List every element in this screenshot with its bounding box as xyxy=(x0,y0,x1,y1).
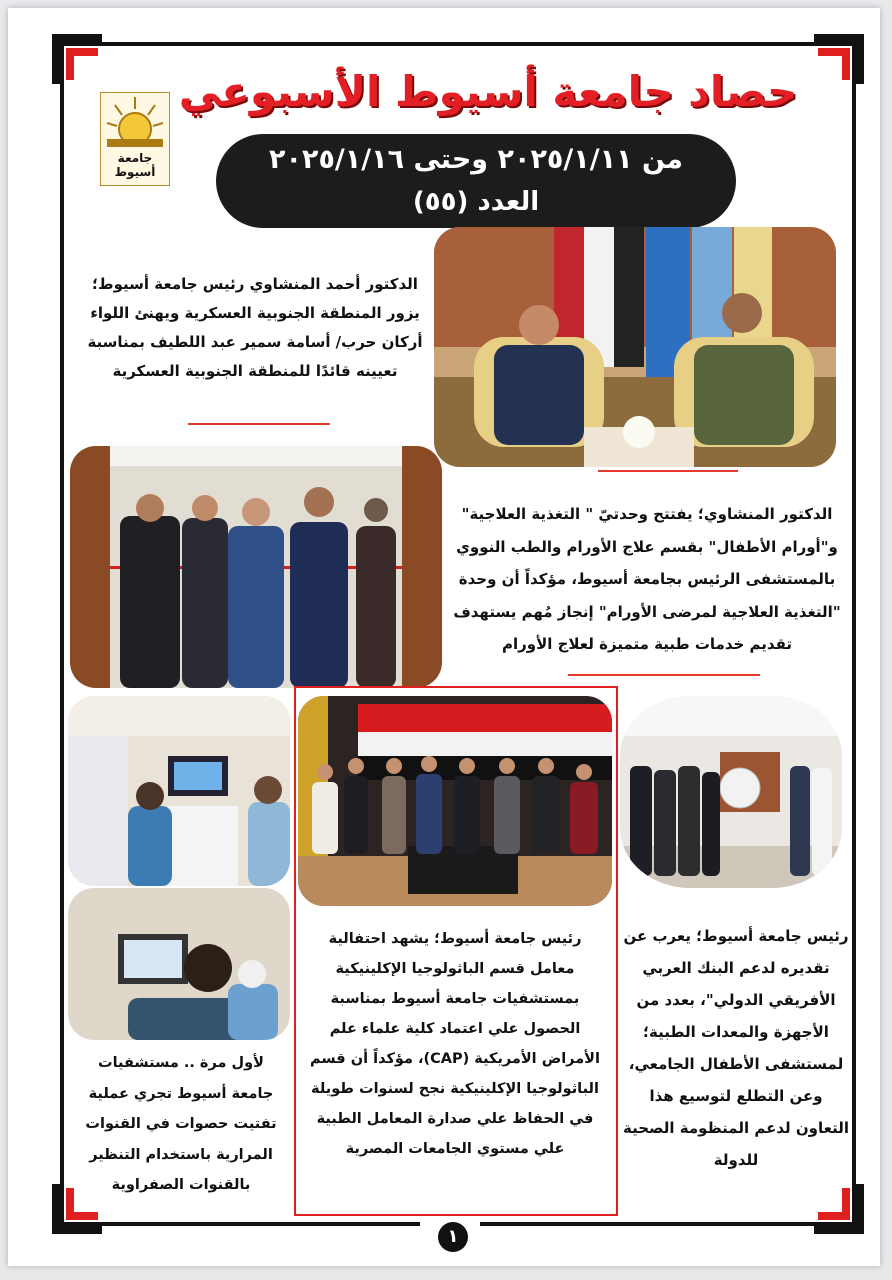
pathology-ceremony-photo xyxy=(298,696,612,906)
page-number: ١ xyxy=(438,1222,468,1252)
sun-emblem-icon xyxy=(101,93,169,153)
issue-number: العدد (٥٥) xyxy=(412,187,540,217)
frame-top xyxy=(60,42,856,46)
university-logo xyxy=(100,92,170,186)
newsletter-title: حصاد جامعة أسيوط الأسبوعي xyxy=(178,67,798,116)
issue-banner xyxy=(216,134,736,228)
military-visit-caption: الدكتور أحمد المنشاوي رئيس جامعة أسيوط؛ يزور المنطقة الجنوبية العسكرية ويهنئ اللواء أركان حرب/ أسامة سمير عبد اللطيف بمناسبة تعيينه قائدًا للمنطقة الجنوبية العسكرية xyxy=(87,275,423,380)
endoscopy-photo-bottom xyxy=(68,888,290,1040)
endoscopy-caption: لأول مرة .. مستشفيات جامعة أسيوط تجري عملية تفتيت حصوات في القنوات المرارية باستخدام التنظير بالقنوات الصفراوية xyxy=(85,1055,277,1193)
donation-photo xyxy=(620,696,842,888)
frame-bottom xyxy=(60,1222,420,1226)
newsletter-page xyxy=(8,8,880,1266)
logo-lettering: جامعة أسيوط xyxy=(114,151,156,179)
frame-left xyxy=(60,42,64,1226)
endoscopy-photo-top xyxy=(68,696,290,886)
military-visit-photo xyxy=(434,227,836,467)
date-range: من ٢٠٢٥/١/١١ وحتى ٢٠٢٥/١/١٦ xyxy=(269,144,683,175)
frame-bottom-right xyxy=(480,1222,856,1226)
corner-top-right xyxy=(814,34,864,84)
pathology-caption: رئيس جامعة أسيوط؛ يشهد احتفالية معامل قسم الباثولوجيا الإكلينيكية بمستشفيات جامعة أسيوط بمناسبة الحصول علي اعتماد كلية علماء علم الأمراض الأمريكية (CAP)، مؤكداً أن قسم الباثولوجيا الإكلينيكية نجح لسنوات طويلة في الحفاظ علي صدارة المعامل الطبية علي مستوي الجامعات المصرية xyxy=(310,931,600,1157)
donation-caption: رئيس جامعة أسيوط؛ يعرب عن تقديره لدعم البنك العربي الأفريقي الدولي"، بعدد من الأجهزة والمعدات الطبية؛ لمستشفى الأطفال الجامعي، وعن التطلع لتوسيع هذا التعاون لدعم المنظومة الصحية للدولة xyxy=(622,927,850,1169)
divider-rule xyxy=(568,674,760,676)
unit-opening-photo xyxy=(70,446,442,688)
divider-rule xyxy=(188,423,330,425)
corner-bottom-right xyxy=(814,1184,864,1234)
frame-right xyxy=(852,42,856,1226)
unit-opening-caption: الدكتور المنشاوي؛ يفتتح وحدتيّ " التغذية العلاجية" و"أورام الأطفال" بقسم علاج الأورام والطب النووي بالمستشفى الرئيس بجامعة أسيوط، مؤكداً أن وحدة "التغذية العلاجية لمرضى الأورام" إنجاز مُهم يستهدف تقديم خدمات طبية متميزة لعلاج الأورام xyxy=(453,505,841,653)
corner-top-left xyxy=(52,34,102,84)
divider-rule xyxy=(598,470,738,472)
